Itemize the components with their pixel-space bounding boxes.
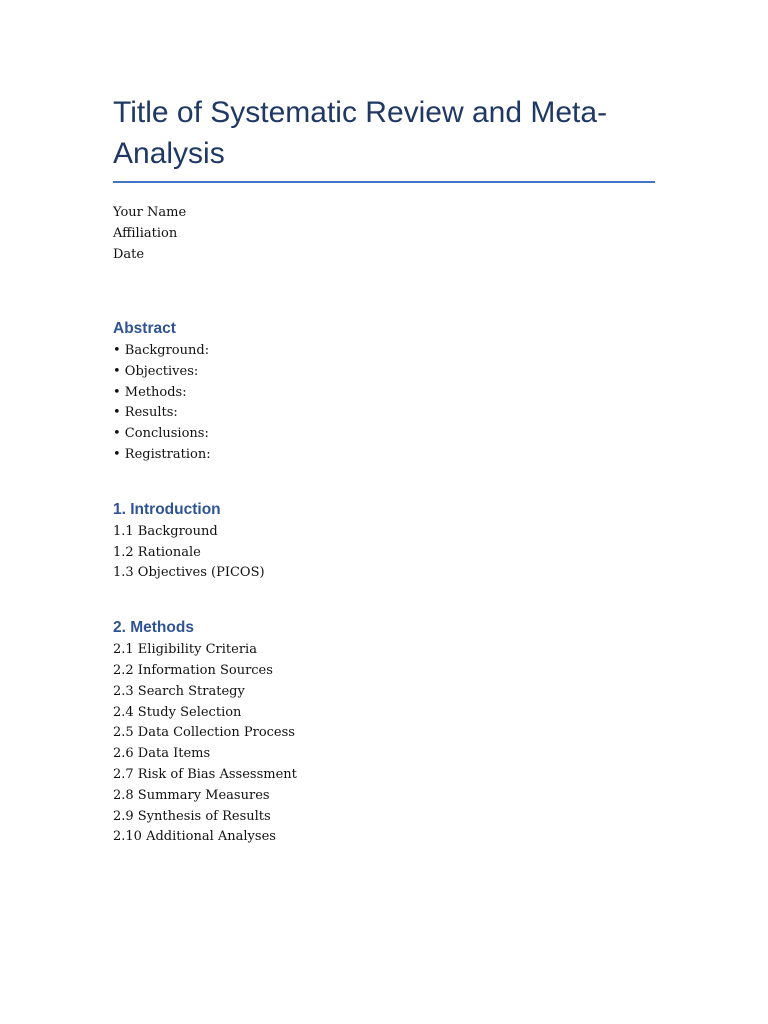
methods-item-data-items: 2.6 Data Items [113,746,211,762]
author-affiliation: Affiliation [113,226,178,241]
abstract-item-objectives: • Objectives: [113,363,199,379]
methods-item-risk-of-bias: 2.7 Risk of Bias Assessment [113,766,297,782]
methods-item-study-selection: 2.4 Study Selection [113,704,242,720]
methods-item-information-sources: 2.2 Information Sources [113,662,273,678]
methods-item-data-collection: 2.5 Data Collection Process [113,725,295,741]
abstract-item-conclusions: • Conclusions: [113,426,209,442]
introduction-list [113,522,655,584]
methods-item-additional-analyses: 2.10 Additional Analyses [113,829,276,845]
abstract-heading: Abstract [113,320,176,337]
introduction-item-rationale: 1.2 Rationale [113,544,201,560]
methods-item-synthesis: 2.9 Synthesis of Results [113,808,271,824]
methods-list [113,640,655,848]
author-block [113,202,655,265]
methods-item-summary-measures: 2.8 Summary Measures [113,787,270,803]
introduction-heading: 1. Introduction [113,500,221,518]
methods-heading: 2. Methods [113,619,194,637]
methods-item-eligibility: 2.1 Eligibility Criteria [113,642,257,658]
abstract-list [113,341,655,466]
methods-item-search-strategy: 2.3 Search Strategy [113,683,245,699]
introduction-item-background: 1.1 Background [113,523,218,539]
document-title: Title of Systematic Review and Meta-Analysis [113,92,655,183]
abstract-item-results: • Results: [113,405,178,421]
abstract-item-methods: • Methods: [113,384,187,400]
author-name: Your Name [113,205,187,220]
document-page [113,92,655,848]
abstract-item-background: • Background: [113,343,210,358]
introduction-item-objectives: 1.3 Objectives (PICOS) [113,565,265,581]
document-date: Date [113,247,145,262]
abstract-item-registration: • Registration: [113,446,211,462]
